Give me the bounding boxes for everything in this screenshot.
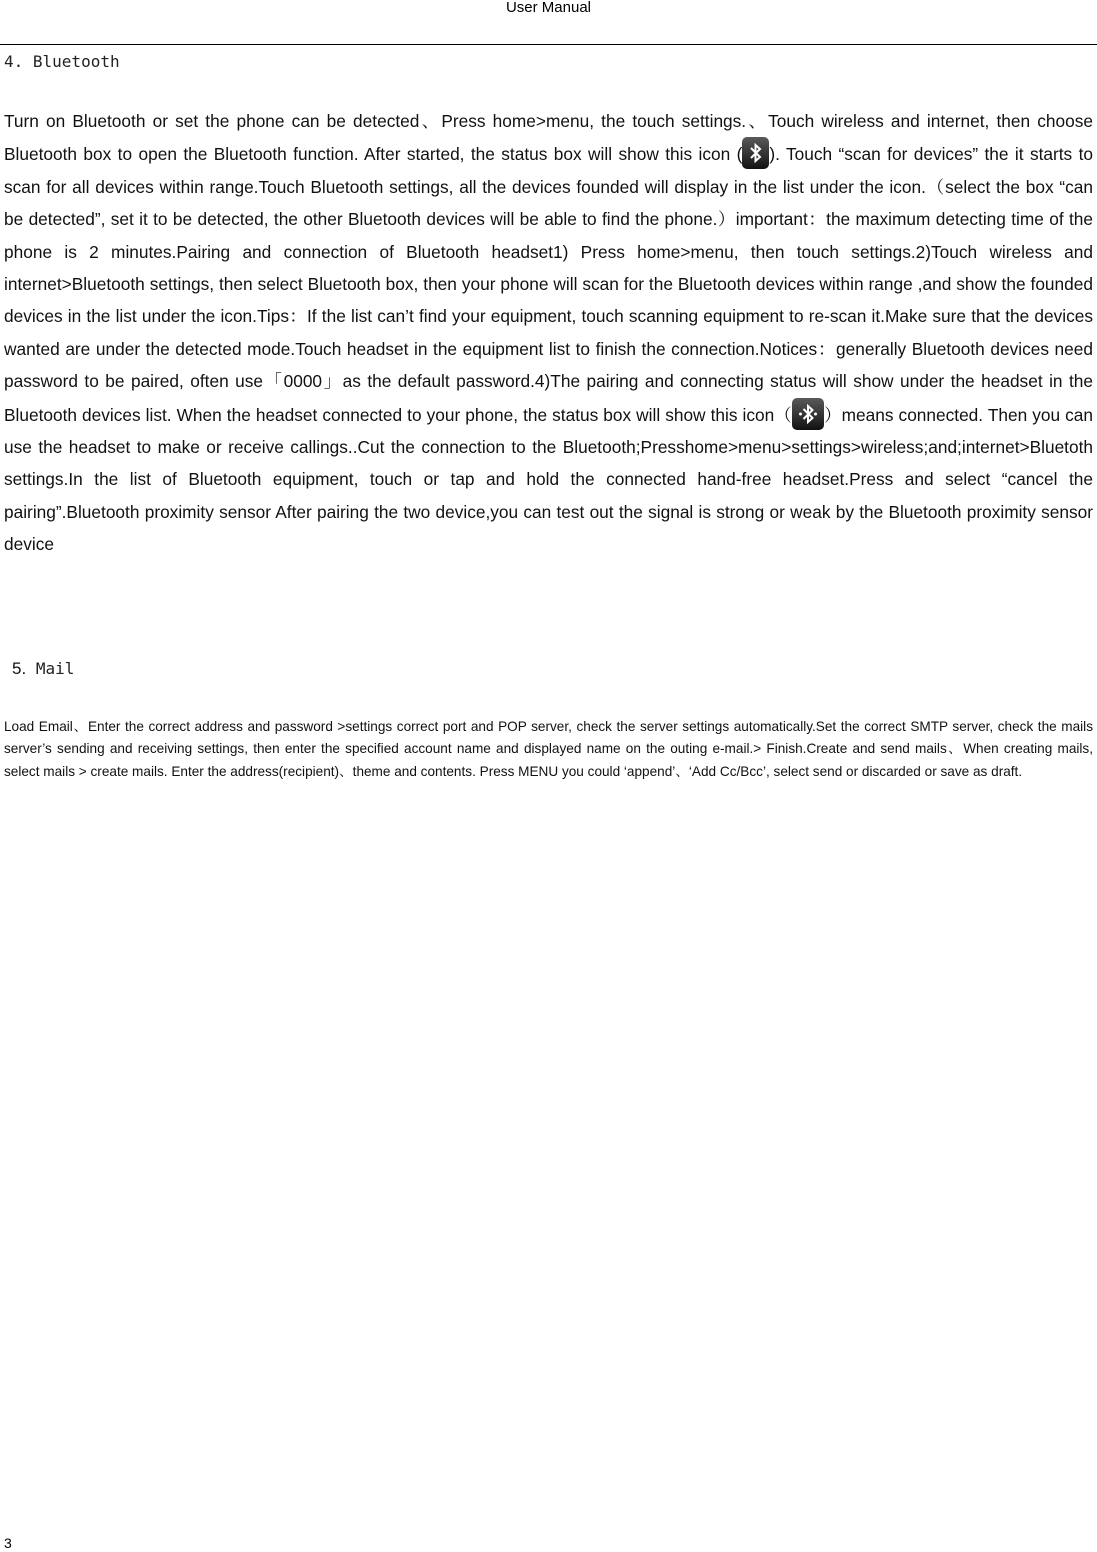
mail-heading xyxy=(12,659,74,679)
header-rule xyxy=(0,44,1097,45)
bluetooth-connected-icon xyxy=(792,398,824,430)
mail-body: Load Email、Enter the correct address and password >settings correct port and POP server, check the server settings automatically.Set the correct SMTP server, check the mails server’s sending and receiving settings, then enter the specified account name and displayed name on the outing e-mail.> Finish.Create and send mails、When creating mails, select mails > create mails. Enter the address(recipient)、theme and contents. Press MENU you could ‘append’、‘Add Cc/Bcc’, select send or discarded or save as draft. xyxy=(4,719,1093,779)
bluetooth-text-part-1: Turn on Bluetooth or set the phone can be detected、Press home>menu, the touch settings.、Touch wireless and internet, then choose Bluetooth box to open the Bluetooth function. After started, the status box will show this icon ( xyxy=(4,111,1093,165)
mail-heading-title: Mail xyxy=(35,659,75,678)
bluetooth-text-part-2: ). Touch “scan for devices” the it starts to scan for all devices within range.Touch Bluetooth settings, all the devices founded will display in the list under the icon.（select the box “can be detected”, set it to be detected, the other Bluetooth devices will be able to find the phone.）important：the maximum detecting time of the phone is 2 minutes.Pairing and connection of Bluetooth headset1) Press home>menu, then touch settings.2)Touch wireless and internet>Bluetooth settings, then select Bluetooth box, then your phone will scan for the Bluetooth devices within range ,and show the founded devices in the list under the icon.Tips：If the list can’t find your equipment, touch scanning equipment to re-scan it.Make sure that the devices wanted are under the detected mode.Touch headset in the equipment list to finish the connection.Notices：generally Bluetooth devices need password to be paired, often use「0000」as the default password.4)The pairing and connecting status will show under the headset in the Bluetooth devices list. When the headset connected to your phone, the status box will show this icon（ xyxy=(4,144,1094,425)
bluetooth-body xyxy=(4,105,1093,561)
mail-heading-number: 5. xyxy=(12,659,27,678)
bluetooth-heading: 4. Bluetooth xyxy=(4,52,120,71)
header-title: User Manual xyxy=(505,0,592,16)
page-number: 3 xyxy=(4,1535,12,1551)
bluetooth-text-part-3: ）means connected. Then you can use the headset to make or receive callings..Cut the connection to the Bluetooth;Presshome>menu>settings>wireless;and;internet>Bluetoth settings.In the list of Bluetooth equipment, touch or tap and hold the connected hand-free headset.Press and select “cancel the pairing”.Bluetooth proximity sensor After pairing the two device,you can test out the signal is strong or weak by the Bluetooth proximity sensor device xyxy=(4,404,1093,555)
bluetooth-icon xyxy=(742,137,769,169)
